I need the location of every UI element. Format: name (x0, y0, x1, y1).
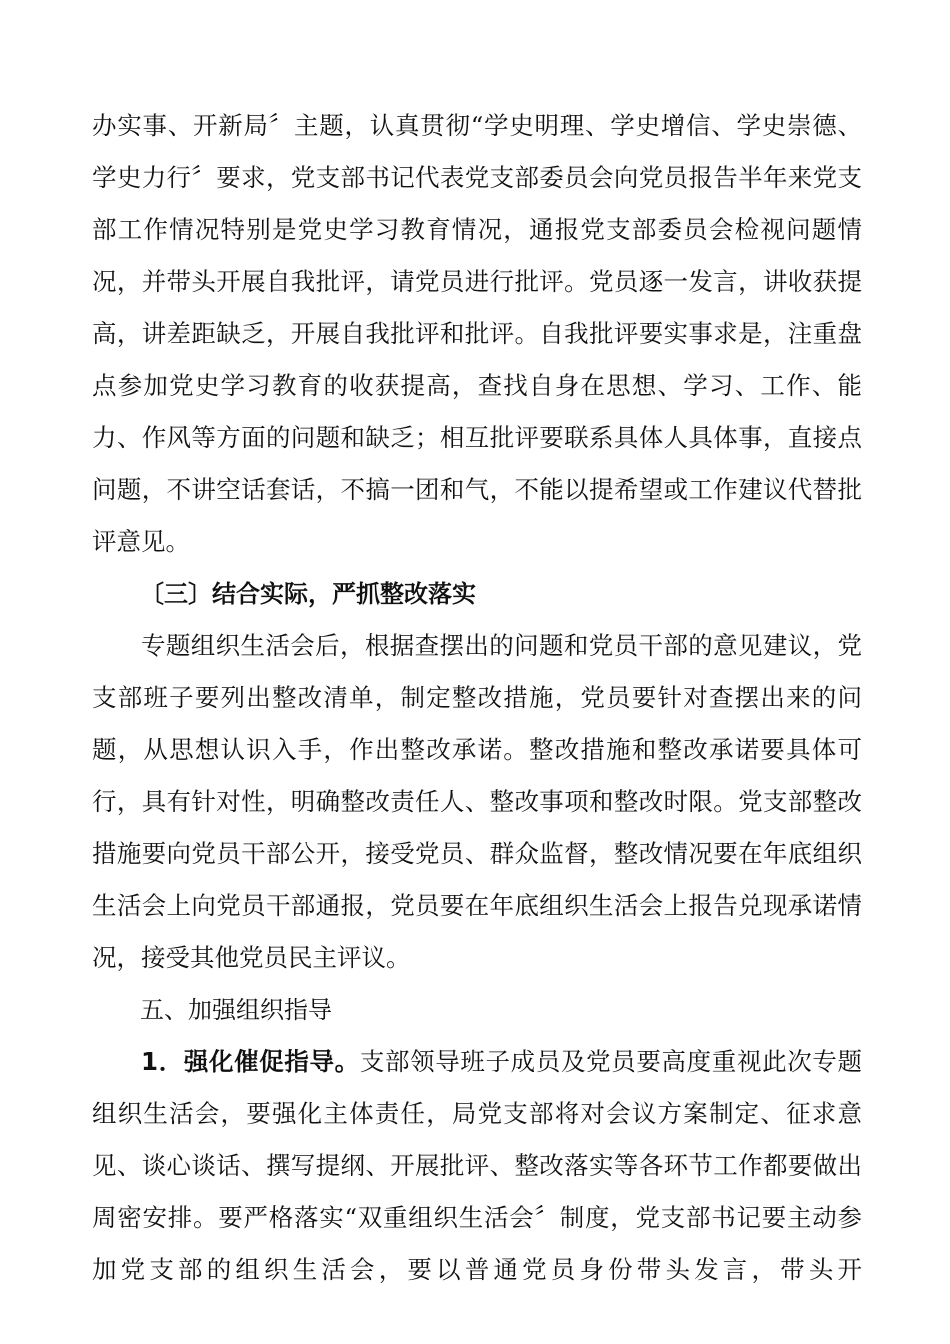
paragraph-criticism: 办实事、开新局〞主题，认真贯彻“学史明理、学史增信、学史崇德、学史力行〞要求，党支部书记代表党支部委员会向党员报告半年来党支部工作情况特别是党史学习教育情况，通报党支部委员会检视问题情况，并带头开展自我批评，请党员进行批评。党员逐一发言，讲收获提高，讲差距缺乏，开展自我批评和批评。自我批评要实事求是，注重盘点参加党史学习教育的收获提高，查找自身在思想、学习、工作、能力、作风等方面的问题和缺乏；相互批评要联系具体人具体事，直接点问题，不讲空话套话，不搞一团和气，不能以提希望或工作建议代替批评意见。 (92, 111, 862, 556)
section-heading-rectification: 〔三〕结合实际，严抓整改落实 (140, 580, 476, 608)
section-heading-guidance: 五、加强组织指导 (140, 996, 332, 1024)
paragraph-supervision (92, 1036, 862, 1296)
item-body: 支部领导班子成员及党员要高度重视此次专题组织生活会，要强化主体责任，局党支部将对会议方案制定、征求意见、谈心谈话、撰写提纲、开展批评、整改落实等各环节工作都要做出周密安排。要严格落实“双重组织生活会〞制度，党支部书记要主动参加党支部的组织生活会，要以普通党员身份带头发言，带头开 (92, 1047, 863, 1284)
document-page (92, 100, 862, 1296)
paragraph-rectification: 专题组织生活会后，根据查摆出的问题和党员干部的意见建议，党支部班子要列出整改清单，制定整改措施，党员要针对查摆出来的问题，从思想认识入手，作出整改承诺。整改措施和整改承诺要具体可行，具有针对性，明确整改责任人、整改事项和整改时限。党支部整改措施要向党员干部公开，接受党员、群众监督，整改情况要在年底组织生活会上向党员干部通报，党员要在年底组织生活会上报告兑现承诺情况，接受其他党员民主评议。 (92, 631, 862, 972)
item-lead: 1．强化催促指导。 (141, 1047, 360, 1076)
